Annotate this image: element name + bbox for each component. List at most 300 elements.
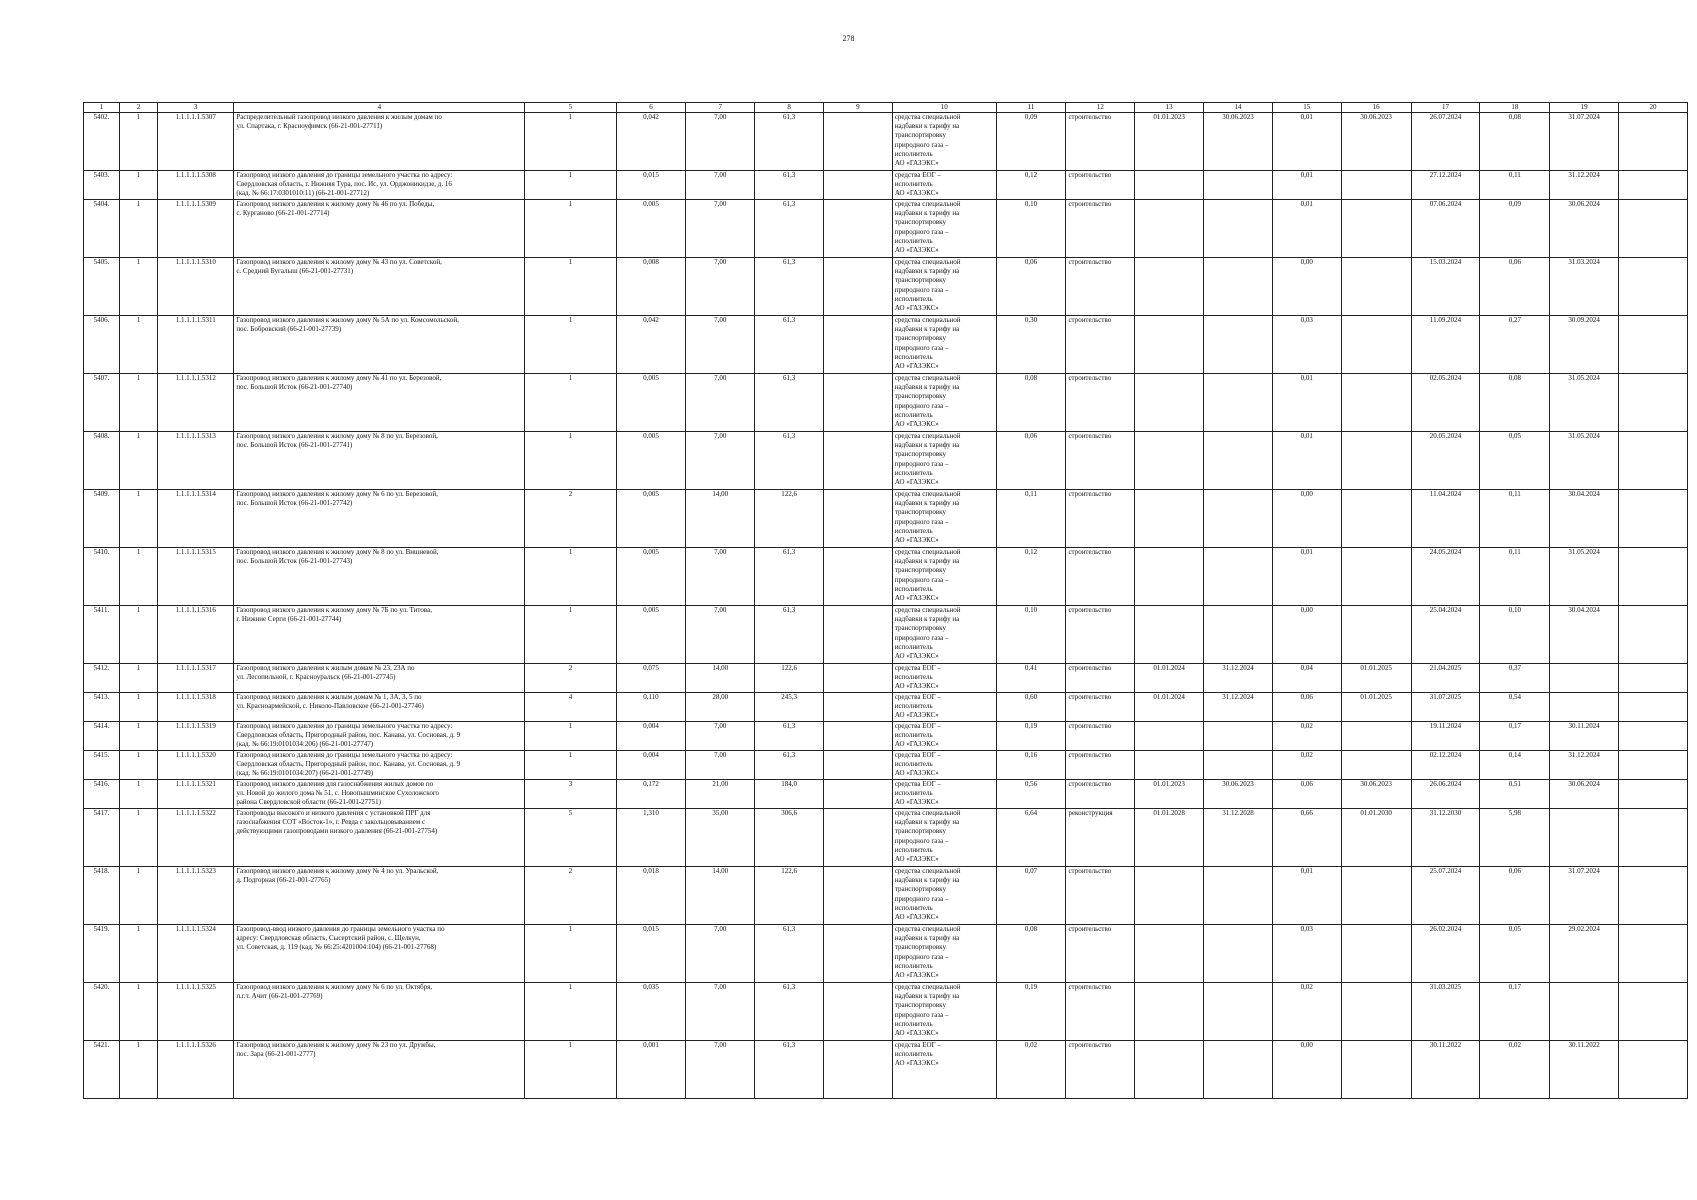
cell-cost-total: 0,11: [996, 490, 1066, 548]
cell-completion-date: [1550, 809, 1619, 867]
cell-completion-date: 31.12.2024: [1550, 171, 1619, 200]
cell-length-km: 0,015: [616, 171, 686, 200]
column-number-header: 18: [1480, 103, 1550, 113]
cell-design-end: [1204, 432, 1273, 490]
cell-cost-total: 0,41: [996, 664, 1066, 693]
cell-count: 4: [525, 693, 616, 722]
cell-construction-cost: 0,02: [1480, 1041, 1550, 1099]
table-row: [84, 548, 1688, 606]
cell-cost-total: 0,16: [996, 751, 1066, 780]
cell-construction-cost: 0,08: [1480, 113, 1550, 171]
cell-capacity: 61,3: [755, 374, 824, 432]
cell-empty-col-20: [1619, 983, 1688, 1041]
cell-empty-col-9: [824, 751, 893, 780]
cell-empty-col-20: [1619, 606, 1688, 664]
cell-work-type: строительство: [1066, 867, 1135, 925]
cell-commissioning-date: 25.07.2024: [1411, 867, 1480, 925]
table-row: [84, 200, 1688, 258]
cell-count: 1: [525, 171, 616, 200]
cell-design-end: 31.12.2024: [1204, 693, 1273, 722]
cell-length-km: 0,042: [616, 316, 686, 374]
cell-empty-col-20: [1619, 722, 1688, 751]
cell-cost-total: 0,09: [996, 113, 1066, 171]
cell-design-end: [1204, 983, 1273, 1041]
cell-commissioning-date: 30.11.2022: [1411, 1041, 1480, 1099]
cell-design-end: [1204, 200, 1273, 258]
cell-construction-start: [1341, 548, 1411, 606]
table-row: [84, 258, 1688, 316]
cell-object-name: Распределительный газопровод низкого давления к жилым домам по ул. Спартака, г. Красноуфимск (66-21-001-27711): [234, 113, 525, 171]
cell-row-number: 5403.: [84, 171, 120, 200]
cell-commissioning-date: 26.06.2024: [1411, 780, 1480, 809]
cell-design-cost: 0,04: [1272, 664, 1341, 693]
cell-construction-start: [1341, 722, 1411, 751]
cell-construction-cost: 0,37: [1480, 664, 1550, 693]
cell-investment-code: 1.1.1.1.1.5321: [158, 780, 234, 809]
cell-empty-col-20: [1619, 693, 1688, 722]
cell-row-number: 5406.: [84, 316, 120, 374]
cell-diameter: 7,00: [686, 258, 755, 316]
cell-investment-code: 1.1.1.1.1.5326: [158, 1041, 234, 1099]
cell-design-cost: 0,02: [1272, 983, 1341, 1041]
page-number: 278: [842, 34, 855, 43]
cell-construction-cost: 0,54: [1480, 693, 1550, 722]
cell-length-km: 0,005: [616, 432, 686, 490]
cell-commissioning-date: 26.02.2024: [1411, 925, 1480, 983]
cell-work-type: строительство: [1066, 693, 1135, 722]
cell-design-cost: 0,00: [1272, 606, 1341, 664]
cell-design-cost: 0,06: [1272, 693, 1341, 722]
cell-object-name: Газопровод низкого давления к жилому дому № 6 по ул. Октября, п.г.т. Ачит (66-21-001-27769): [234, 983, 525, 1041]
cell-design-start: [1135, 867, 1204, 925]
cell-design-end: [1204, 751, 1273, 780]
cell-construction-cost: 0,08: [1480, 374, 1550, 432]
cell-design-start: [1135, 490, 1204, 548]
cell-completion-date: 30.11.2024: [1550, 722, 1619, 751]
cell-commissioning-date: 02.05.2024: [1411, 374, 1480, 432]
table-row: [84, 780, 1688, 809]
cell-object-name: Газопровод низкого давления к жилому дому № 23 по ул. Дружбы, пос. Зара (66-21-001-2777): [234, 1041, 525, 1099]
cell-investment-code: 1.1.1.1.1.5312: [158, 374, 234, 432]
column-number-header: 11: [996, 103, 1066, 113]
cell-length-km: 1,310: [616, 809, 686, 867]
cell-work-type: строительство: [1066, 316, 1135, 374]
cell-cost-total: 0,08: [996, 374, 1066, 432]
cell-length-km: 0,005: [616, 200, 686, 258]
cell-funding-source: средства специальной надбавки к тарифу на транспортировку природного газа – исполнитель АО «ГАЗЭКС»: [892, 606, 996, 664]
register-table: [83, 102, 1688, 1099]
column-number-header: 17: [1411, 103, 1480, 113]
cell-empty-col-20: [1619, 809, 1688, 867]
cell-cost-total: 0,60: [996, 693, 1066, 722]
cell-design-end: 30.06.2023: [1204, 780, 1273, 809]
cell-diameter: 7,00: [686, 983, 755, 1041]
cell-funding-source: средства специальной надбавки к тарифу на транспортировку природного газа – исполнитель АО «ГАЗЭКС»: [892, 925, 996, 983]
cell-length-km: 0,004: [616, 751, 686, 780]
cell-object-name: Газопровод низкого давления к жилому дому № 5А по ул. Комсомольской, пос. Бобровский (66-21-001-27739): [234, 316, 525, 374]
cell-completion-date: [1550, 983, 1619, 1041]
cell-construction-start: [1341, 606, 1411, 664]
cell-commissioning-date: 19.11.2024: [1411, 722, 1480, 751]
cell-cost-total: 0,06: [996, 258, 1066, 316]
cell-empty-col-9: [824, 200, 893, 258]
cell-design-end: 30.06.2023: [1204, 113, 1273, 171]
cell-quantity-code: 1: [119, 606, 157, 664]
cell-cost-total: 0,07: [996, 867, 1066, 925]
cell-row-number: 5419.: [84, 925, 120, 983]
cell-capacity: 306,6: [755, 809, 824, 867]
cell-work-type: строительство: [1066, 171, 1135, 200]
cell-design-end: [1204, 722, 1273, 751]
cell-count: 1: [525, 258, 616, 316]
cell-count: 2: [525, 867, 616, 925]
cell-capacity: 245,3: [755, 693, 824, 722]
cell-construction-start: [1341, 316, 1411, 374]
cell-quantity-code: 1: [119, 548, 157, 606]
cell-capacity: 61,3: [755, 316, 824, 374]
cell-diameter: 14,00: [686, 664, 755, 693]
cell-object-name: Газопровод низкого давления к жилому дому № 7Б по ул. Титова, г. Нижние Серги (66-21-001-27744): [234, 606, 525, 664]
cell-completion-date: 30.09.2024: [1550, 316, 1619, 374]
cell-funding-source: средства специальной надбавки к тарифу на транспортировку природного газа – исполнитель АО «ГАЗЭКС»: [892, 432, 996, 490]
cell-design-cost: 0,03: [1272, 925, 1341, 983]
cell-completion-date: [1550, 664, 1619, 693]
cell-work-type: строительство: [1066, 983, 1135, 1041]
cell-quantity-code: 1: [119, 316, 157, 374]
cell-row-number: 5412.: [84, 664, 120, 693]
cell-object-name: Газопровод низкого давления до границы земельного участка по адресу: Свердловская область, г. Нижняя Тура, пос. Ис, ул. Орджоникидзе, д. 16 (кад. № 66:17:0301010:11) (66-21-001-27712): [234, 171, 525, 200]
cell-count: 1: [525, 432, 616, 490]
cell-completion-date: 30.06.2024: [1550, 780, 1619, 809]
cell-length-km: 0,015: [616, 925, 686, 983]
cell-design-cost: 0,01: [1272, 867, 1341, 925]
cell-completion-date: 31.03.2024: [1550, 258, 1619, 316]
cell-quantity-code: 1: [119, 258, 157, 316]
cell-count: 1: [525, 316, 616, 374]
column-number-header: 16: [1341, 103, 1411, 113]
cell-diameter: 35,00: [686, 809, 755, 867]
cell-diameter: 7,00: [686, 606, 755, 664]
cell-investment-code: 1.1.1.1.1.5318: [158, 693, 234, 722]
cell-empty-col-20: [1619, 780, 1688, 809]
cell-capacity: 184,0: [755, 780, 824, 809]
cell-design-start: [1135, 432, 1204, 490]
cell-capacity: 61,3: [755, 258, 824, 316]
cell-investment-code: 1.1.1.1.1.5314: [158, 490, 234, 548]
cell-construction-start: [1341, 258, 1411, 316]
cell-design-start: 01.01.2024: [1135, 693, 1204, 722]
cell-commissioning-date: 15.03.2024: [1411, 258, 1480, 316]
cell-diameter: 28,00: [686, 693, 755, 722]
cell-object-name: Газопровод низкого давления к жилому дому № 8 по ул. Березовой, пос. Большой Исток (66-21-001-27741): [234, 432, 525, 490]
cell-empty-col-20: [1619, 751, 1688, 780]
cell-cost-total: 0,19: [996, 983, 1066, 1041]
cell-construction-cost: 0,51: [1480, 780, 1550, 809]
cell-diameter: 14,00: [686, 867, 755, 925]
cell-construction-cost: 0,27: [1480, 316, 1550, 374]
column-number-row: [84, 103, 1688, 113]
cell-work-type: строительство: [1066, 200, 1135, 258]
cell-diameter: 21,00: [686, 780, 755, 809]
cell-commissioning-date: 11.09.2024: [1411, 316, 1480, 374]
cell-quantity-code: 1: [119, 664, 157, 693]
cell-empty-col-9: [824, 432, 893, 490]
cell-construction-cost: 0,10: [1480, 606, 1550, 664]
table-row: [84, 925, 1688, 983]
cell-empty-col-9: [824, 693, 893, 722]
cell-work-type: строительство: [1066, 490, 1135, 548]
cell-count: 1: [525, 722, 616, 751]
column-number-header: 15: [1272, 103, 1341, 113]
cell-object-name: Газопровод низкого давления к жилому дому № 46 по ул. Победы, с. Курганово (66-21-001-27714): [234, 200, 525, 258]
cell-construction-start: [1341, 374, 1411, 432]
cell-design-end: [1204, 867, 1273, 925]
cell-design-start: [1135, 258, 1204, 316]
cell-count: 1: [525, 374, 616, 432]
cell-construction-start: 01.01.2030: [1341, 809, 1411, 867]
cell-construction-cost: 0,17: [1480, 983, 1550, 1041]
cell-work-type: строительство: [1066, 722, 1135, 751]
cell-design-cost: 0,01: [1272, 432, 1341, 490]
cell-length-km: 0,004: [616, 722, 686, 751]
cell-count: 1: [525, 548, 616, 606]
cell-empty-col-9: [824, 925, 893, 983]
cell-quantity-code: 1: [119, 171, 157, 200]
cell-funding-source: средства специальной надбавки к тарифу на транспортировку природного газа – исполнитель АО «ГАЗЭКС»: [892, 983, 996, 1041]
cell-quantity-code: 1: [119, 809, 157, 867]
column-number-header: 1: [84, 103, 120, 113]
column-number-header: 7: [686, 103, 755, 113]
cell-funding-source: средства ЕОГ – исполнитель АО «ГАЗЭКС»: [892, 751, 996, 780]
cell-empty-col-9: [824, 867, 893, 925]
cell-length-km: 0,035: [616, 983, 686, 1041]
cell-construction-start: [1341, 200, 1411, 258]
cell-construction-cost: 0,17: [1480, 722, 1550, 751]
cell-count: 1: [525, 200, 616, 258]
cell-funding-source: средства специальной надбавки к тарифу на транспортировку природного газа – исполнитель АО «ГАЗЭКС»: [892, 316, 996, 374]
cell-count: 1: [525, 983, 616, 1041]
cell-design-cost: 0,03: [1272, 316, 1341, 374]
cell-empty-col-9: [824, 664, 893, 693]
cell-investment-code: 1.1.1.1.1.5325: [158, 983, 234, 1041]
cell-commissioning-date: 25.04.2024: [1411, 606, 1480, 664]
cell-work-type: строительство: [1066, 606, 1135, 664]
cell-diameter: 7,00: [686, 925, 755, 983]
cell-cost-total: 0,12: [996, 548, 1066, 606]
cell-row-number: 5417.: [84, 809, 120, 867]
cell-construction-cost: 5,98: [1480, 809, 1550, 867]
cell-commissioning-date: 07.06.2024: [1411, 200, 1480, 258]
table-row: [84, 693, 1688, 722]
cell-design-end: [1204, 316, 1273, 374]
table-row: [84, 374, 1688, 432]
cell-cost-total: 0,06: [996, 432, 1066, 490]
cell-design-end: [1204, 171, 1273, 200]
cell-empty-col-20: [1619, 200, 1688, 258]
cell-empty-col-20: [1619, 548, 1688, 606]
cell-object-name: Газопровод низкого давления к жилому дому № 43 по ул. Советской, с. Средний Бугалыш (66-21-001-27731): [234, 258, 525, 316]
cell-capacity: 61,3: [755, 1041, 824, 1099]
cell-design-end: [1204, 925, 1273, 983]
column-number-header: 6: [616, 103, 686, 113]
cell-design-start: 01.01.2028: [1135, 809, 1204, 867]
cell-length-km: 0,172: [616, 780, 686, 809]
column-number-header: 19: [1550, 103, 1619, 113]
cell-empty-col-9: [824, 171, 893, 200]
cell-length-km: 0,018: [616, 867, 686, 925]
cell-design-cost: 0,01: [1272, 171, 1341, 200]
cell-commissioning-date: 31.07.2025: [1411, 693, 1480, 722]
cell-design-end: [1204, 548, 1273, 606]
cell-work-type: строительство: [1066, 548, 1135, 606]
cell-design-start: [1135, 548, 1204, 606]
cell-row-number: 5416.: [84, 780, 120, 809]
cell-design-start: [1135, 722, 1204, 751]
cell-design-cost: 0,00: [1272, 490, 1341, 548]
cell-design-cost: 0,02: [1272, 722, 1341, 751]
cell-commissioning-date: 20.05.2024: [1411, 432, 1480, 490]
cell-funding-source: средства ЕОГ – исполнитель АО «ГАЗЭКС»: [892, 1041, 996, 1099]
cell-length-km: 0,075: [616, 664, 686, 693]
cell-design-start: [1135, 200, 1204, 258]
cell-funding-source: средства специальной надбавки к тарифу на транспортировку природного газа – исполнитель АО «ГАЗЭКС»: [892, 258, 996, 316]
column-number-header: 3: [158, 103, 234, 113]
cell-investment-code: 1.1.1.1.1.5308: [158, 171, 234, 200]
cell-completion-date: 31.05.2024: [1550, 432, 1619, 490]
cell-investment-code: 1.1.1.1.1.5309: [158, 200, 234, 258]
cell-capacity: 122,6: [755, 664, 824, 693]
cell-cost-total: 6,64: [996, 809, 1066, 867]
cell-funding-source: средства ЕОГ – исполнитель АО «ГАЗЭКС»: [892, 722, 996, 751]
cell-empty-col-20: [1619, 867, 1688, 925]
cell-investment-code: 1.1.1.1.1.5307: [158, 113, 234, 171]
cell-count: 1: [525, 606, 616, 664]
cell-investment-code: 1.1.1.1.1.5319: [158, 722, 234, 751]
cell-diameter: 7,00: [686, 432, 755, 490]
cell-capacity: 61,3: [755, 113, 824, 171]
cell-funding-source: средства специальной надбавки к тарифу на транспортировку природного газа – исполнитель АО «ГАЗЭКС»: [892, 113, 996, 171]
cell-length-km: 0,005: [616, 490, 686, 548]
cell-diameter: 7,00: [686, 548, 755, 606]
column-number-header: 14: [1204, 103, 1273, 113]
cell-commissioning-date: 31.03.2025: [1411, 983, 1480, 1041]
cell-construction-start: [1341, 490, 1411, 548]
cell-capacity: 122,6: [755, 490, 824, 548]
cell-work-type: строительство: [1066, 751, 1135, 780]
cell-empty-col-20: [1619, 664, 1688, 693]
cell-completion-date: [1550, 693, 1619, 722]
table-row: [84, 432, 1688, 490]
cell-empty-col-20: [1619, 171, 1688, 200]
cell-count: 3: [525, 780, 616, 809]
cell-commissioning-date: 31.12.2030: [1411, 809, 1480, 867]
cell-work-type: строительство: [1066, 780, 1135, 809]
column-number-header: 13: [1135, 103, 1204, 113]
cell-object-name: Газопровод низкого давления до границы земельного участка по адресу: Свердловская область, Пригородный район, пос. Канава, ул. Сосновая, д. 9 (кад. № 66:19:0101034:206) (66-21-001-27747): [234, 722, 525, 751]
cell-construction-start: [1341, 983, 1411, 1041]
cell-design-end: [1204, 490, 1273, 548]
cell-design-end: [1204, 1041, 1273, 1099]
cell-commissioning-date: 11.04.2024: [1411, 490, 1480, 548]
cell-completion-date: 31.05.2024: [1550, 374, 1619, 432]
cell-row-number: 5418.: [84, 867, 120, 925]
cell-investment-code: 1.1.1.1.1.5324: [158, 925, 234, 983]
cell-object-name: Газопровод низкого давления к жилому дому № 41 по ул. Березовой, пос. Большой Исток (66-21-001-27740): [234, 374, 525, 432]
cell-funding-source: средства специальной надбавки к тарифу на транспортировку природного газа – исполнитель АО «ГАЗЭКС»: [892, 490, 996, 548]
column-number-header: 12: [1066, 103, 1135, 113]
cell-completion-date: 31.07.2024: [1550, 113, 1619, 171]
cell-completion-date: 31.07.2024: [1550, 867, 1619, 925]
cell-work-type: строительство: [1066, 374, 1135, 432]
cell-quantity-code: 1: [119, 1041, 157, 1099]
cell-design-start: [1135, 925, 1204, 983]
cell-cost-total: 0,19: [996, 722, 1066, 751]
cell-row-number: 5421.: [84, 1041, 120, 1099]
table-row: [84, 1041, 1688, 1099]
cell-diameter: 7,00: [686, 316, 755, 374]
cell-funding-source: средства ЕОГ – исполнитель АО «ГАЗЭКС»: [892, 171, 996, 200]
cell-funding-source: средства специальной надбавки к тарифу на транспортировку природного газа – исполнитель АО «ГАЗЭКС»: [892, 809, 996, 867]
cell-construction-cost: 0,11: [1480, 548, 1550, 606]
cell-object-name: Газопровод низкого давления к жилому дому № 4 по ул. Уральской, д. Подгорная (66-21-001-27765): [234, 867, 525, 925]
cell-construction-start: [1341, 171, 1411, 200]
cell-count: 1: [525, 925, 616, 983]
cell-construction-cost: 0,05: [1480, 432, 1550, 490]
cell-commissioning-date: 02.12.2024: [1411, 751, 1480, 780]
cell-diameter: 7,00: [686, 1041, 755, 1099]
cell-design-start: 01.01.2023: [1135, 780, 1204, 809]
cell-count: 1: [525, 751, 616, 780]
cell-quantity-code: 1: [119, 867, 157, 925]
cell-row-number: 5413.: [84, 693, 120, 722]
cell-funding-source: средства специальной надбавки к тарифу на транспортировку природного газа – исполнитель АО «ГАЗЭКС»: [892, 200, 996, 258]
cell-capacity: 61,3: [755, 548, 824, 606]
table-row: [84, 809, 1688, 867]
cell-count: 1: [525, 113, 616, 171]
cell-cost-total: 0,12: [996, 171, 1066, 200]
cell-investment-code: 1.1.1.1.1.5323: [158, 867, 234, 925]
cell-length-km: 0,008: [616, 258, 686, 316]
table-row: [84, 722, 1688, 751]
cell-quantity-code: 1: [119, 113, 157, 171]
cell-design-cost: 0,66: [1272, 809, 1341, 867]
cell-design-cost: 0,02: [1272, 751, 1341, 780]
table-row: [84, 664, 1688, 693]
cell-diameter: 7,00: [686, 113, 755, 171]
cell-count: 2: [525, 664, 616, 693]
cell-design-start: [1135, 374, 1204, 432]
cell-empty-col-20: [1619, 316, 1688, 374]
cell-quantity-code: 1: [119, 925, 157, 983]
cell-object-name: Газопровод низкого давления для газоснабжения жилых домов по ул. Новой до жилого дома № 51, с. Новопышминское Сухоложского района Свердловской области (66-21-001-27751): [234, 780, 525, 809]
cell-empty-col-20: [1619, 925, 1688, 983]
cell-count: 1: [525, 1041, 616, 1099]
cell-construction-cost: 0,11: [1480, 490, 1550, 548]
cell-row-number: 5414.: [84, 722, 120, 751]
cell-empty-col-9: [824, 316, 893, 374]
cell-funding-source: средства ЕОГ – исполнитель АО «ГАЗЭКС»: [892, 780, 996, 809]
cell-empty-col-9: [824, 548, 893, 606]
cell-cost-total: 0,56: [996, 780, 1066, 809]
cell-design-start: [1135, 606, 1204, 664]
cell-investment-code: 1.1.1.1.1.5315: [158, 548, 234, 606]
cell-construction-start: [1341, 1041, 1411, 1099]
cell-commissioning-date: 26.07.2024: [1411, 113, 1480, 171]
cell-work-type: строительство: [1066, 664, 1135, 693]
cell-investment-code: 1.1.1.1.1.5322: [158, 809, 234, 867]
cell-length-km: 0,001: [616, 1041, 686, 1099]
cell-count: 2: [525, 490, 616, 548]
